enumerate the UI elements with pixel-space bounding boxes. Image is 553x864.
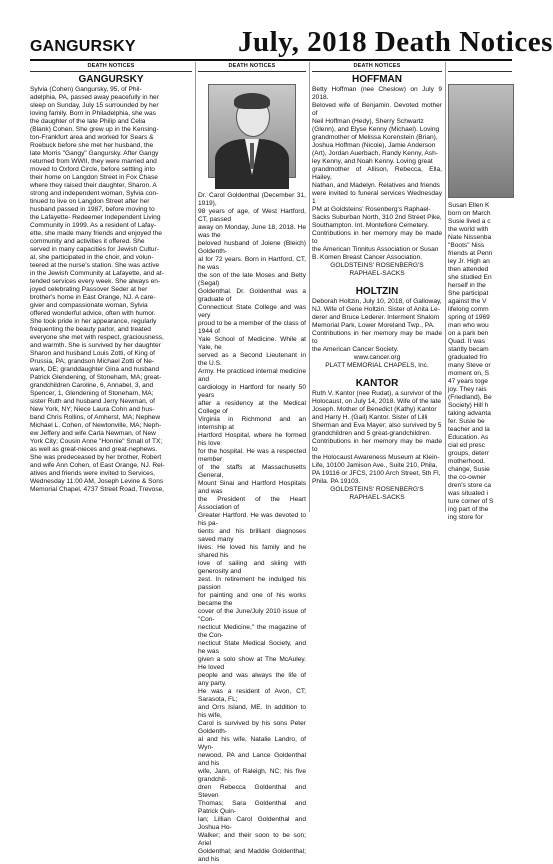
spacer: [312, 278, 442, 284]
text-line: husband passed in 1987, before moving to: [30, 206, 155, 213]
funeral-home-line: PLATT MEMORIAL CHAPELS, Inc.: [325, 362, 429, 369]
page-title: July, 2018 Death Notices: [238, 26, 553, 58]
text-line: al for 72 years. Born in Hartford, CT, he was: [198, 256, 306, 271]
text-line: NJ. Wife of Gene Holtzin. Sister of Anita Le-: [312, 306, 440, 313]
text-line: necticut State Medical Society, and he was: [198, 640, 306, 655]
text-line: 47 years toge: [448, 378, 488, 385]
text-line: ew Jeffery and wife Carla Newman, of New: [30, 430, 156, 437]
funeral-home-line: GOLDSTEINS' ROSENBERG'S: [330, 486, 424, 493]
text-line: Michael L. Cohen, of Newtonville, MA; Neph-: [30, 422, 162, 429]
text-line: spring of 1969: [448, 314, 490, 321]
text-line: ing store for: [448, 514, 483, 521]
text-line: B. Komen Breast Cancer Association.: [312, 254, 422, 261]
text-line: She was predeceased by her brother, Robert: [30, 454, 162, 461]
text-line: friends at Penn: [448, 250, 493, 257]
text-line: "Boots" Niss: [448, 242, 485, 249]
text-line: Roebuck before she met her husband, the: [30, 142, 154, 149]
text-line: born on March: [448, 210, 491, 217]
text-line: served in many capacities for Jewish Cultur-: [30, 246, 159, 253]
text-line: Memorial Park, Lower Moreland Twp., PA.: [312, 322, 435, 329]
text-line: Spencer, 1, Glendening of Stoneham, MA;: [30, 390, 154, 397]
text-line: tinued to live on Langdon Street after her: [30, 198, 150, 205]
text-line: proud to be a member of the class of 1944 of: [198, 320, 306, 335]
text-line: dren's store ca: [448, 482, 492, 489]
obituary-text-hoffman: [312, 86, 442, 262]
text-line: Patrick Glendening, of Stoneham, MA; great-: [30, 374, 162, 381]
text-line: Carol is survived by his sons Peter Goldenth-: [198, 720, 306, 735]
text-line: cial ed presc: [448, 442, 486, 449]
text-line: of the staffs at Massachusetts General,: [198, 464, 306, 479]
text-line: on a park ben: [448, 330, 489, 337]
funeral-home-line: RAPHAEL-SACKS: [349, 270, 405, 277]
text-line: beloved husband of Jolene (Bleich) Goldenth-: [198, 240, 306, 255]
text-line: 98 years of age, of West Hartford, CT, passed: [198, 208, 306, 223]
obituary-text-holtzin: [312, 298, 442, 354]
text-line: dren Rebecca Goldenthal and Steven: [198, 784, 306, 799]
text-line: tended services every week. She always en-: [30, 278, 161, 285]
text-line: herself in the: [448, 282, 486, 289]
text-line: the co-owner: [448, 474, 487, 481]
text-line: graduated fro: [448, 354, 488, 361]
column-2: [198, 62, 306, 863]
section-label: DEATH NOTICES: [198, 62, 306, 72]
text-line: were invited to funeral services Wednesday 1: [312, 190, 442, 205]
page-header-name: GANGURSKY: [30, 38, 136, 55]
text-line: Holocaust, on July 14, 2018. Wife of the late: [312, 398, 442, 405]
text-line: Joseph. Mother of Benedict (Kathy) Kantor: [312, 406, 437, 413]
spacer: [312, 370, 442, 376]
text-line: joy. They rais: [448, 386, 487, 393]
text-line: PM at Goldsteins' Rosenberg's Raphael-: [312, 206, 431, 213]
text-line: atives and friends were invited to Services,: [30, 470, 155, 477]
text-line: the American Cancer Society.: [312, 346, 399, 353]
text-line: Susan Ellen K: [448, 202, 490, 209]
funeral-home-kantor: [312, 486, 442, 502]
text-line: against the V: [448, 298, 487, 305]
portrait-photo-cropped: [448, 84, 514, 198]
funeral-home-hoffman: [312, 262, 442, 278]
text-line: Walker; and their soon to be son; Ariel: [198, 832, 306, 847]
text-line: brother's home in East Orange, NJ. A care-: [30, 294, 156, 301]
text-line: giver and compassionate woman, Sylvia: [30, 302, 148, 309]
section-label: DEATH NOTICES: [312, 62, 442, 72]
section-label: DEATH NOTICES: [30, 62, 192, 72]
text-line: joyed celebrating Passover Seder at her: [30, 286, 148, 293]
text-line: motherhood.: [448, 458, 486, 465]
text-line: change, Susie: [448, 466, 490, 473]
text-line: the world with: [448, 226, 489, 233]
portrait-tie: [250, 143, 254, 169]
text-line: as well as great-nieces and great-nephews.: [30, 446, 158, 453]
text-line: moment on, S: [448, 370, 490, 377]
text-line: PA 19116 or JFCS, 2100 Arch Street, 5th Fl,: [312, 470, 441, 477]
obituary-text-cropped: [448, 202, 512, 522]
text-line: wife, Jann, of Raleigh, NC; his five grandchil-: [198, 768, 306, 783]
obituary-text-gangursky: [30, 86, 192, 494]
text-line: frequenting the beauty parlor, and treated: [30, 326, 151, 333]
text-line: tients and his brilliant diagnoses saved many: [198, 528, 306, 543]
text-line: moved to Oxford Circle, before settling into: [30, 166, 155, 173]
text-line: al and his wife, Natalie Landro, of Wyn-: [198, 736, 306, 751]
text-line: for the hospital. He was a respected member: [198, 448, 306, 463]
text-line: Prussia, PA; grandson Michael Zotti of Ne-: [30, 358, 155, 365]
text-line: grandmother of Melissa Korenstein (Brian),: [312, 134, 438, 141]
text-line: Nathan, and Madelyn. Relatives and friends: [312, 182, 440, 189]
text-line: teacher and la: [448, 426, 490, 433]
text-line: Sharon and husband Louis Zotti, of King of: [30, 350, 156, 357]
text-line: zest. In retirement he indulged his passion: [198, 576, 306, 591]
text-line: everyone she met with respect, graciousness,: [30, 334, 164, 341]
text-line: Greater Hartford. He was devoted to his pa-: [198, 512, 306, 527]
text-line: (Blank) Cohen. She grew up in the Kensing-: [30, 126, 159, 133]
text-line: stantly becam: [448, 346, 489, 353]
column-divider: [445, 62, 446, 512]
text-line: lifelong comm: [448, 306, 489, 313]
obituary-name-gangursky: GANGURSKY: [78, 74, 144, 85]
text-line: Wednesday 11:00 AM, Joseph Levine & Sons: [30, 478, 164, 485]
text-line: Society) Hill h: [448, 402, 489, 409]
text-line: given a solo show at The McAuley. He loved: [198, 656, 306, 671]
text-line: Dr. Carol Goldenthal (December 31, 1919),: [198, 192, 306, 207]
text-line: offered wonderful advice, often with humor.: [30, 310, 156, 317]
text-line: people and was always the life of any party.: [198, 672, 306, 687]
section-label-blank: [448, 62, 512, 72]
text-line: their home on Langdon Street in Fox Chase: [30, 174, 158, 181]
text-line: al, she participated in the choir, and volun-: [30, 254, 154, 261]
text-line: loving family. Born in Philadelphia, she was: [30, 110, 156, 117]
text-line: Life, 10100 Jamison Ave., Suite 210, Phila,: [312, 462, 438, 469]
text-line: Southampton. Int. Montefiore Cemetery.: [312, 222, 429, 229]
text-line: grandchildren Caroline, 6, Annabel, 3, and: [30, 382, 154, 389]
text-line: Sacks Suburban North, 310 2nd Street Pike,: [312, 214, 442, 221]
text-line: the President of the Heart Association of: [198, 496, 306, 511]
text-line: ley Kenny, and Noah Kenny. Loving great: [312, 158, 433, 165]
text-line: cover of the June/July 2010 issue of "Con-: [198, 608, 306, 623]
text-line: ley Jr. High an: [448, 258, 490, 265]
text-line: Sylvia (Cohen) Gangursky, 95, of Phil-: [30, 86, 142, 93]
funeral-home-line: RAPHAEL-SACKS: [349, 494, 405, 501]
text-line: grandchildren and 5 great-grandchildren.: [312, 430, 432, 437]
text-line: the Lafayette- Redeemer Independent Living: [30, 214, 161, 221]
text-line: He was a resident of Avon, CT; Sarasota, FL;: [198, 688, 306, 703]
text-line: Mount Sinai and Hartford Hospitals and was: [198, 480, 306, 495]
text-line: (Glenn), and Elyse Kenny (Michael). Loving: [312, 126, 440, 133]
text-line: Connecticut State College and was very: [198, 304, 306, 319]
text-line: band Chris Rollins, of Amherst, MA; Nephew: [30, 414, 161, 421]
header-rule: [30, 59, 512, 61]
text-line: (Art), Jordan Auerbach, Randy Kenny, Ash-: [312, 150, 438, 157]
text-line: away on Monday, June 18, 2018. He was the: [198, 224, 306, 239]
text-line: Virginia in Richmond and an internship at: [198, 416, 306, 431]
text-line: Betty Hoffman (nee Cheslow) on July 9 2018.: [312, 86, 442, 101]
text-line: York City; Cousin Anne "Honnie" Small of TX;: [30, 438, 163, 445]
text-line: Yale School of Medicine. While at Yale, he: [198, 336, 306, 351]
obituary-text-kantor: [312, 390, 442, 486]
text-line: She participat: [448, 290, 489, 297]
text-line: (Friedland), Be: [448, 394, 492, 401]
text-line: was situated i: [448, 490, 488, 497]
portrait-hair: [234, 93, 270, 109]
text-line: lan; Lillian Carol Goldenthal and Joshua Ho-: [198, 816, 306, 831]
text-line: grandmother of Allison, Rebecca, Ella, Hailey,: [312, 166, 442, 181]
text-line: Nate Nissenba: [448, 234, 492, 241]
text-line: necticut Medicine," the magazine of the Con-: [198, 624, 306, 639]
funeral-home-line: GOLDSTEINS' ROSENBERG'S: [330, 262, 424, 269]
text-line: late Morris "Gangy" Gangursky. After Gangy: [30, 150, 159, 157]
text-line: Quad. It was: [448, 338, 486, 345]
text-line: Education. As: [448, 434, 489, 441]
text-line: Neil Hoffman (Hedy), Sherry Schwartz: [312, 118, 424, 125]
text-line: Hartford Hospital, where he formed his love: [198, 432, 306, 447]
text-line: love of sailing and skiing with generosity and: [198, 560, 306, 575]
text-line: Deborah Holtzin, July 10, 2018, of Galloway,: [312, 298, 442, 305]
text-line: Ruth V. Kantor (nee Rudat), a survivor of the: [312, 390, 442, 397]
text-line: and wife Ann Cohen, of East Orange, NJ. Rel-: [30, 462, 165, 469]
text-line: She took pride in her appearance, regularly: [30, 318, 157, 325]
text-line: sister Ruth and husband Jerry Newman, of: [30, 398, 155, 405]
text-line: Contributions in her memory may be made to: [312, 330, 442, 345]
text-line: taking advanta: [448, 410, 491, 417]
text-line: wark, DE; granddaughter Gina and husband: [30, 366, 160, 373]
text-line: Contributions in her memory may be made to: [312, 438, 442, 453]
obituary-name-holtzin: HOLTZIN: [355, 286, 399, 297]
text-line: in the Jewish Community at Lafayette, and at-: [30, 270, 164, 277]
text-line: lives. He loved his family and he shared his: [198, 544, 306, 559]
text-line: many Steve or: [448, 362, 491, 369]
text-line: ton-Frankfurt area and worked for Sears &: [30, 134, 154, 141]
text-line: for painting and one of his works became the: [198, 592, 306, 607]
funeral-home-line: www.cancer.org: [353, 354, 401, 361]
text-line: teered at the nurse's station. She was active: [30, 262, 160, 269]
text-line: the Holocaust Awareness Museum at Klein-: [312, 454, 440, 461]
text-line: Army. He practiced internal medicine and: [198, 368, 306, 383]
text-line: the daughter of the late Philip and Celia: [30, 118, 146, 125]
text-line: Goldenthal; and Maddie Goldenthal; and his: [198, 848, 306, 863]
text-line: Thomas; Sara Goldenthal and Patrick Quin-: [198, 800, 306, 815]
text-line: strong and independent woman, Sylvia con-: [30, 190, 159, 197]
text-line: the son of the late Moses and Betty (Segal): [198, 272, 306, 287]
column-divider: [195, 62, 196, 512]
obituary-text-goldenthal: [198, 192, 306, 864]
text-line: adelphia, PA, passed away peacefully in her: [30, 94, 159, 101]
text-line: newood, PA and Lance Goldenthal and his: [198, 752, 306, 767]
text-line: then attended: [448, 266, 489, 273]
text-line: Memorial Chapel, 4737 Street Road, Trevose,: [30, 486, 165, 493]
text-line: Susie lived a c: [448, 218, 491, 225]
text-line: derer and Bruce Lederer. Interment Shalom: [312, 314, 440, 321]
text-line: and Harry H. (Gail) Kantor. Sister of Lilli: [312, 414, 428, 421]
text-line: man who wou: [448, 322, 489, 329]
text-line: fer. Susie be: [448, 418, 485, 425]
text-line: served as a Second Lieutenant in the U.S.: [198, 352, 306, 367]
text-line: ing part of the: [448, 506, 489, 513]
text-line: cardiology in Hartford for nearly 50 years: [198, 384, 306, 399]
text-line: ture corner of S: [448, 498, 494, 505]
text-line: Phila. PA 19103.: [312, 478, 361, 485]
obituary-name-hoffman: HOFFMAN: [352, 74, 402, 85]
text-line: after a residency at the Medical College of: [198, 400, 306, 415]
text-line: Goldenthal. Dr. Goldenthal was a graduate of: [198, 288, 306, 303]
text-line: sleep on Sunday, July 15 surrounded by her: [30, 102, 159, 109]
text-line: returned from WWII, they were married and: [30, 158, 157, 165]
text-line: New York, NY; Niece Laura Cohn and hus-: [30, 406, 155, 413]
text-line: and Orrs Island, ME. In addition to his wife,: [198, 704, 306, 719]
text-line: Beloved wife of Benjamin. Devoted mother of: [312, 102, 442, 117]
column-1: [30, 62, 192, 512]
text-line: groups, deterr: [448, 450, 490, 457]
text-line: where they raised their daughter, Sharon. A: [30, 182, 157, 189]
portrait-photo: [208, 84, 296, 178]
text-line: the American Tinnitus Association or Susan: [312, 246, 439, 253]
text-line: Joshua Hoffman (Nicole), Jamie Anderson: [312, 142, 436, 149]
column-3: [312, 62, 442, 512]
text-line: ette, she made many friends and enjoyed the: [30, 230, 162, 237]
column-4: [448, 62, 512, 521]
obituary-name-kantor: KANTOR: [355, 378, 399, 389]
column-divider: [309, 62, 310, 512]
text-line: Contributions in her memory may be made to: [312, 230, 442, 245]
text-line: and warmth. She is survived by her daughter: [30, 342, 161, 349]
text-line: Community in 1999. As a resident of Lafay-: [30, 222, 157, 229]
funeral-home-holtzin: [312, 354, 442, 370]
text-line: community and activities it offered. She: [30, 238, 145, 245]
text-line: she studied En: [448, 274, 492, 281]
text-line: Sherman and Eva Mayer; also survived by 5: [312, 422, 442, 429]
